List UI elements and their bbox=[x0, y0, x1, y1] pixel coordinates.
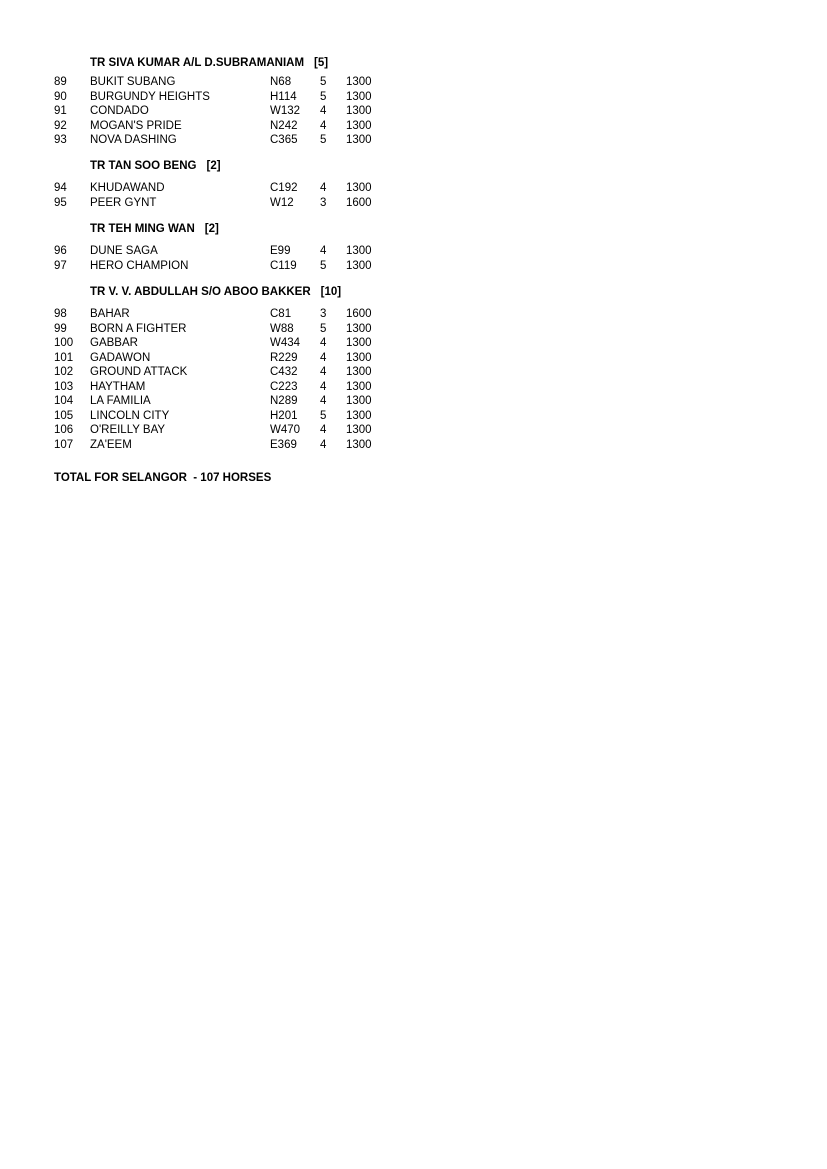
trainer-heading bbox=[90, 222, 219, 236]
horse-row bbox=[0, 322, 827, 337]
horse-name: GADAWON bbox=[90, 351, 151, 364]
horse-age: 5 bbox=[320, 90, 327, 103]
horse-age: 4 bbox=[320, 337, 327, 349]
horse-age: 4 bbox=[320, 438, 327, 451]
horse-distance: 1300 bbox=[346, 424, 372, 436]
total-line: TOTAL FOR SELANGOR - 107 HORSES bbox=[54, 472, 272, 484]
horse-name: MOGAN'S PRIDE bbox=[90, 119, 182, 132]
trainer-name: TR TEH MING WAN bbox=[90, 223, 195, 235]
horse-number: 100 bbox=[54, 337, 74, 349]
horse-age: 5 bbox=[320, 134, 327, 146]
horse-number: 91 bbox=[54, 105, 67, 117]
trainer-heading bbox=[90, 159, 221, 173]
horse-code: C192 bbox=[270, 182, 298, 194]
horse-distance: 1600 bbox=[346, 308, 372, 320]
trainer-heading bbox=[90, 285, 341, 299]
horse-distance: 1300 bbox=[346, 134, 372, 146]
horse-name: BURGUNDY HEIGHTS bbox=[90, 90, 210, 103]
horse-row bbox=[0, 75, 827, 90]
horse-code: N68 bbox=[270, 76, 292, 88]
horse-name: ZA'EEM bbox=[90, 438, 132, 451]
horse-number: 104 bbox=[54, 395, 74, 407]
horse-number: 93 bbox=[54, 134, 67, 146]
trainer-horse-count: [10] bbox=[320, 286, 342, 298]
horse-code: C119 bbox=[270, 259, 297, 272]
horse-name: BAHAR bbox=[90, 308, 130, 320]
horse-age: 4 bbox=[320, 351, 327, 364]
horse-distance: 1300 bbox=[346, 105, 372, 117]
horse-number: 94 bbox=[54, 182, 67, 194]
horse-name: LA FAMILIA bbox=[90, 395, 151, 407]
trainer-name: TR TAN SOO BENG bbox=[90, 160, 197, 172]
horse-age: 5 bbox=[320, 76, 327, 88]
horse-code: E369 bbox=[270, 438, 297, 451]
horse-age: 4 bbox=[320, 245, 327, 257]
horse-number: 101 bbox=[54, 351, 74, 364]
horse-number: 98 bbox=[54, 308, 67, 320]
horse-distance: 1300 bbox=[346, 366, 372, 378]
horse-number: 90 bbox=[54, 90, 67, 103]
horse-name: CONDADO bbox=[90, 105, 149, 117]
horse-name: O'REILLY BAY bbox=[90, 424, 166, 436]
horse-code: W12 bbox=[270, 196, 294, 209]
horse-row bbox=[0, 409, 827, 424]
horse-row bbox=[0, 244, 827, 259]
horse-age: 3 bbox=[320, 196, 327, 209]
horse-code: E99 bbox=[270, 245, 291, 257]
horse-distance: 1300 bbox=[346, 76, 372, 88]
horse-name: KHUDAWAND bbox=[90, 182, 165, 194]
horse-number: 107 bbox=[54, 438, 74, 451]
horse-code: C432 bbox=[270, 366, 298, 378]
horse-name: GROUND ATTACK bbox=[90, 366, 188, 378]
horse-row bbox=[0, 423, 827, 438]
horse-code: C81 bbox=[270, 308, 292, 320]
horse-row bbox=[0, 365, 827, 380]
horse-distance: 1300 bbox=[346, 245, 372, 257]
horse-age: 4 bbox=[320, 105, 327, 117]
horse-distance: 1300 bbox=[346, 119, 372, 132]
horse-code: W88 bbox=[270, 322, 294, 335]
horse-number: 97 bbox=[54, 259, 67, 272]
horse-age: 5 bbox=[320, 259, 327, 272]
horse-code: W132 bbox=[270, 105, 301, 117]
horse-row bbox=[0, 351, 827, 366]
horse-age: 5 bbox=[320, 409, 327, 422]
horse-code: R229 bbox=[270, 351, 298, 364]
horse-code: C365 bbox=[270, 134, 298, 146]
horse-number: 89 bbox=[54, 76, 67, 88]
horse-distance: 1300 bbox=[346, 351, 372, 364]
horse-age: 4 bbox=[320, 395, 327, 407]
horse-row bbox=[0, 90, 827, 105]
trainer-horse-count: [5] bbox=[314, 57, 329, 69]
horse-name: NOVA DASHING bbox=[90, 134, 177, 146]
horse-name: HERO CHAMPION bbox=[90, 259, 189, 272]
horse-code: N242 bbox=[270, 119, 298, 132]
horse-number: 92 bbox=[54, 119, 67, 132]
horse-row bbox=[0, 307, 827, 322]
horse-row bbox=[0, 104, 827, 119]
horse-number: 105 bbox=[54, 409, 74, 422]
horse-distance: 1600 bbox=[346, 196, 372, 209]
horse-code: W470 bbox=[270, 424, 301, 436]
horse-distance: 1300 bbox=[346, 337, 372, 349]
horse-number: 102 bbox=[54, 366, 74, 378]
trainer-name: TR V. V. ABDULLAH S/O ABOO BAKKER bbox=[90, 286, 311, 298]
horse-code: N289 bbox=[270, 395, 298, 407]
trainer-heading bbox=[90, 56, 328, 70]
horse-name: PEER GYNT bbox=[90, 196, 157, 209]
horse-age: 3 bbox=[320, 308, 327, 320]
horse-name: DUNE SAGA bbox=[90, 245, 158, 257]
horse-row bbox=[0, 438, 827, 453]
horse-name: GABBAR bbox=[90, 337, 138, 349]
horse-row bbox=[0, 336, 827, 351]
trainer-horse-count: [2] bbox=[204, 223, 219, 235]
horse-distance: 1300 bbox=[346, 182, 372, 194]
horse-age: 4 bbox=[320, 424, 327, 436]
horse-code: H201 bbox=[270, 409, 298, 422]
horse-distance: 1300 bbox=[346, 395, 372, 407]
horse-number: 96 bbox=[54, 245, 67, 257]
horse-distance: 1300 bbox=[346, 409, 372, 422]
horse-age: 5 bbox=[320, 322, 327, 335]
horse-number: 106 bbox=[54, 424, 74, 436]
horse-distance: 1300 bbox=[346, 380, 372, 393]
horse-distance: 1300 bbox=[346, 259, 372, 272]
horse-row bbox=[0, 133, 827, 148]
horse-distance: 1300 bbox=[346, 438, 372, 451]
horse-row bbox=[0, 196, 827, 211]
horse-name: BUKIT SUBANG bbox=[90, 76, 176, 88]
horse-row bbox=[0, 181, 827, 196]
horse-code: W434 bbox=[270, 337, 301, 349]
horse-age: 4 bbox=[320, 182, 327, 194]
horse-row bbox=[0, 259, 827, 274]
horse-name: HAYTHAM bbox=[90, 380, 146, 393]
horse-row bbox=[0, 119, 827, 134]
horse-distance: 1300 bbox=[346, 90, 372, 103]
horse-number: 103 bbox=[54, 380, 74, 393]
horse-row bbox=[0, 380, 827, 395]
horse-distance: 1300 bbox=[346, 322, 372, 335]
horse-code: H114 bbox=[270, 90, 297, 103]
horse-age: 4 bbox=[320, 119, 327, 132]
horse-age: 4 bbox=[320, 380, 327, 393]
trainer-name: TR SIVA KUMAR A/L D.SUBRAMANIAM bbox=[90, 57, 305, 69]
horse-name: BORN A FIGHTER bbox=[90, 322, 187, 335]
horse-row bbox=[0, 394, 827, 409]
horse-number: 95 bbox=[54, 196, 67, 209]
horse-number: 99 bbox=[54, 322, 67, 335]
horse-name: LINCOLN CITY bbox=[90, 409, 170, 422]
trainer-horse-count: [2] bbox=[206, 160, 221, 172]
horse-age: 4 bbox=[320, 366, 327, 378]
horse-code: C223 bbox=[270, 380, 298, 393]
